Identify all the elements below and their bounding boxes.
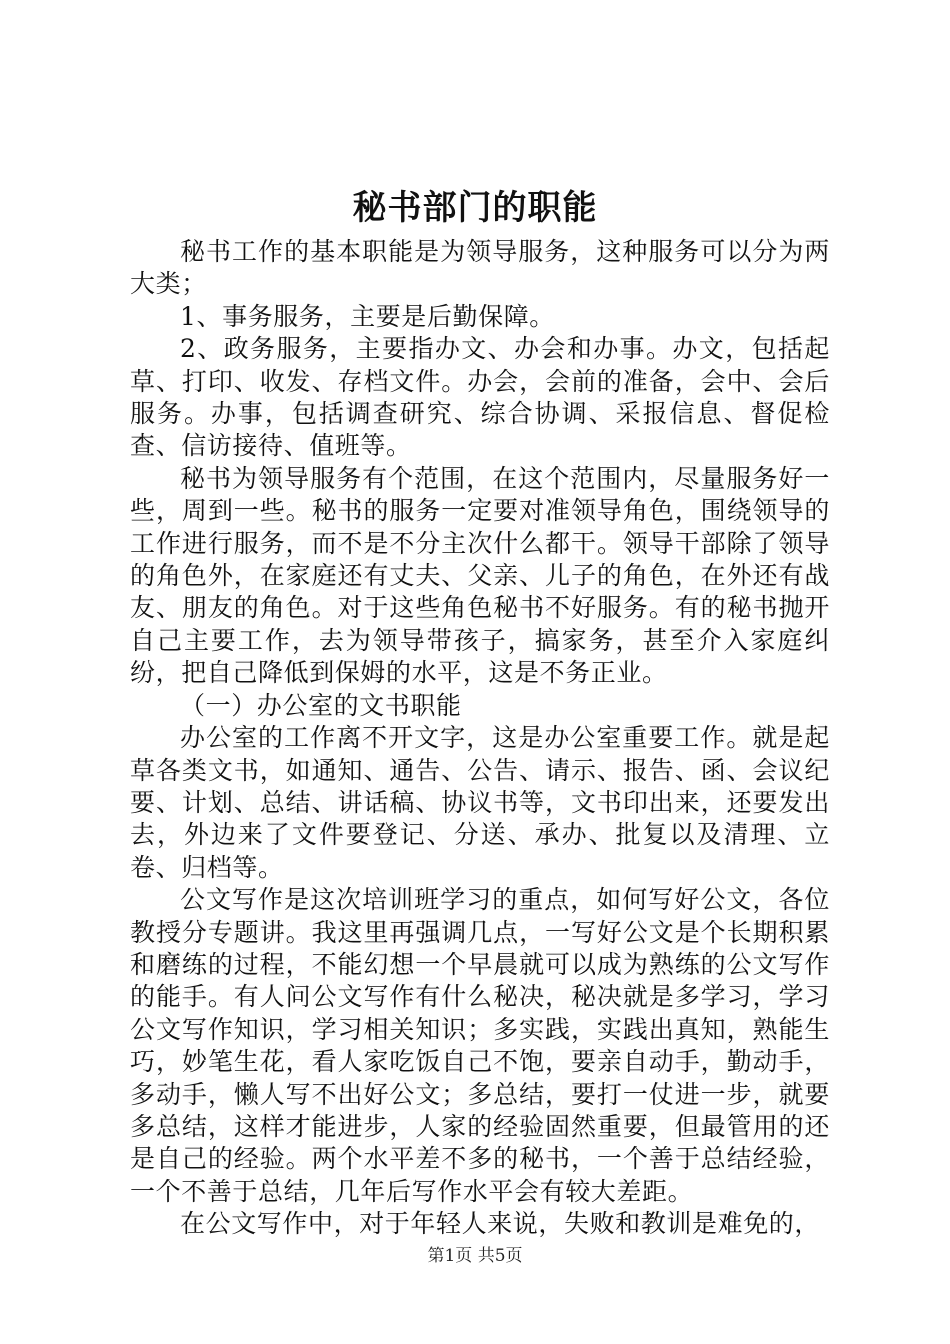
paragraph-service-scope: 秘书为领导服务有个范围，在这个范围内，尽量服务好一些，周到一些。秘书的服务一定要对准领导角色，围绕领导的工作进行服务，而不是不分主次什么都干。领导干部除了领导的角色外，在家庭还有丈夫、父亲、儿子的角色，在外还有战友、朋友的角色。对于这些角色秘书不好服务。有的秘书抛开自己主要工作，去为领导带孩子，搞家务，甚至介入家庭纠纷，把自己降低到保姆的水平，这是不务正业。 xyxy=(130,463,830,688)
paragraph-item-2: 2、政务服务，主要指办文、办会和办事。办文，包括起草、打印、收发、存档文件。办会，会前的准备，会中、会后服务。办事，包括调查研究、综合协调、采报信息、督促检查、信访接待、值班等。 xyxy=(130,334,830,461)
section-heading: （一）办公室的文书职能 xyxy=(180,690,462,720)
document-title: 秘书部门的职能 xyxy=(352,188,598,228)
paragraph-writing: 公文写作是这次培训班学习的重点，如何写好公文，各位教授分专题讲。我这里再强调几点，一写好公文是个长期积累和磨练的过程，不能幻想一个早晨就可以成为熟练的公文写作的能手。有人问公文写作有什么秘决，秘决就是多学习，学习公文写作知识，学习相关知识；多实践，实践出真知，熟能生巧，妙笔生花，看人家吃饭自己不饱，要亲自动手，勤动手，多动手，懒人写不出好公文；多总结，要打一仗进一步，就要多总结，这样才能进步，人家的经验固然重要，但最管用的还是自己的经验。两个水平差不多的秘书，一个善于总结经验，一个不善于总结，几年后写作水平会有较大差距。 xyxy=(130,885,830,1206)
paragraph-intro: 秘书工作的基本职能是为领导服务，这种服务可以分为两大类； xyxy=(130,237,830,299)
paragraph-documents: 办公室的工作离不开文字，这是办公室重要工作。就是起草各类文书，如通知、通告、公告、请示、报告、函、会议纪要、计划、总结、讲话稿、协议书等，文书印出来，还要发出去，外边来了文件要登记、分送、承办、批复以及清理、立卷、归档等。 xyxy=(130,723,830,882)
paragraph-young-writers: 在公文写作中，对于年轻人来说，失败和教训是难免的， xyxy=(180,1209,821,1239)
paragraph-item-1: 1、事务服务，主要是后勤保障。 xyxy=(180,301,555,331)
page-footer: 第1页 共5页 xyxy=(427,1246,523,1266)
document-body xyxy=(130,236,830,1241)
